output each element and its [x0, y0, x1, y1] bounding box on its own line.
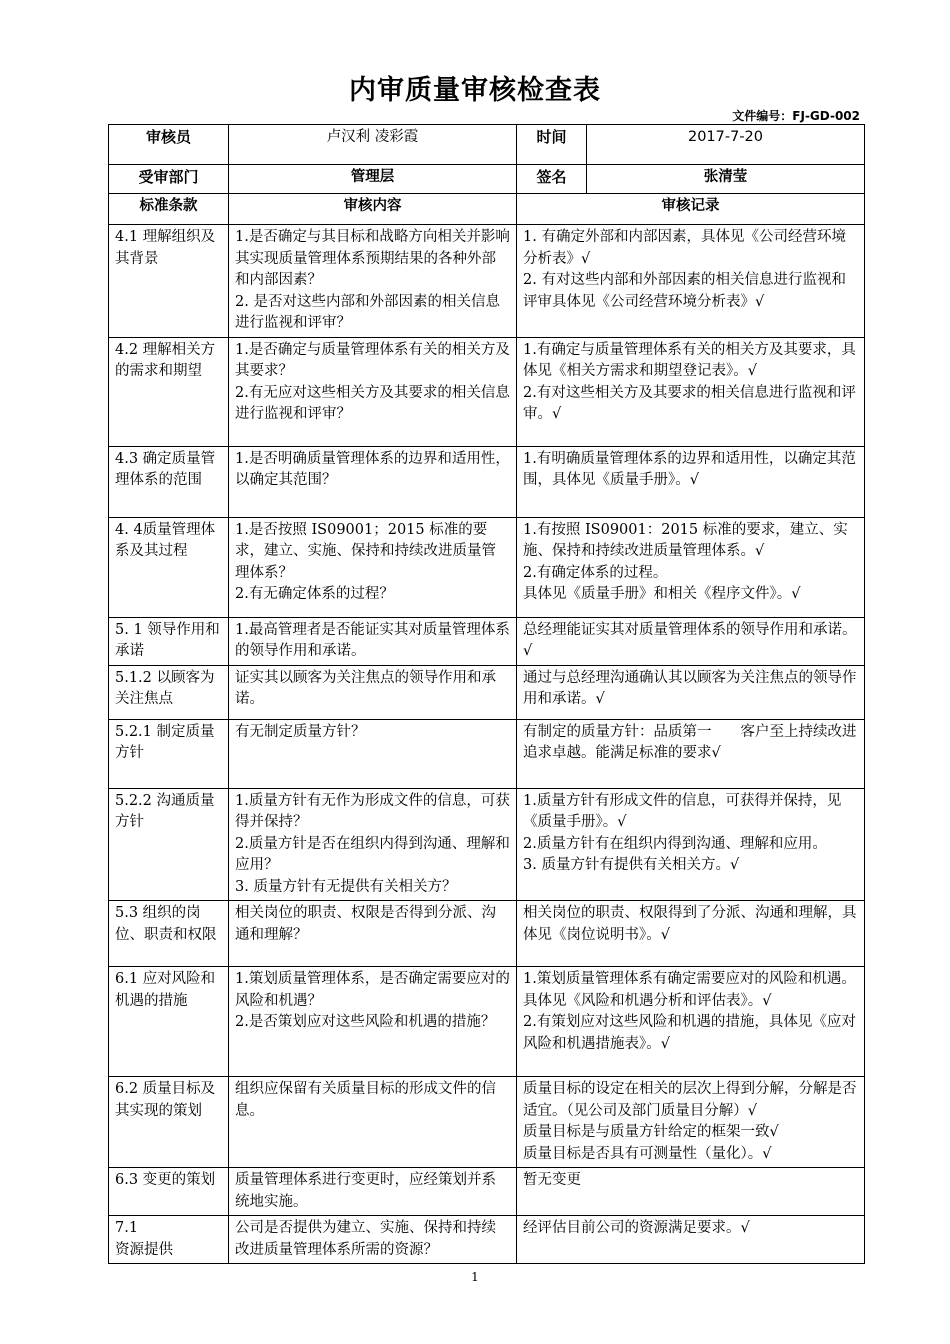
content-cell: [229, 337, 517, 446]
record-cell: [517, 337, 865, 446]
content-line: 3. 质量方针有无提供有关相关方？: [235, 878, 457, 895]
record-cell: [517, 446, 865, 517]
content-line: 相关岗位的职责、权限是否得到分派、沟通和理解？: [235, 905, 496, 943]
content-line: 组织应保留有关质量目标的形成文件的信息。: [235, 1081, 496, 1119]
content-line: 1.是否按照 IS09001；2015 标准的要求，建立、实施、保持和持续改进质量管理体系？: [235, 521, 496, 581]
clause-line: 4.1 理解组织及其背景: [115, 229, 216, 267]
header-row-department: [109, 165, 865, 194]
clause-line: 4.3 确定质量管理体系的范围: [115, 450, 216, 488]
content-line: 1.策划质量管理体系，是否确定需要应对的风险和机遇？: [235, 971, 510, 1009]
clause-line: 4. 4质量管理体系及其过程: [115, 521, 216, 559]
record-line: 通过与总经理沟通确认其以顾客为关注焦点的领导作用和承诺。√: [523, 669, 857, 707]
clause-line: 5. 1 领导作用和承诺: [115, 621, 220, 659]
content-cell: [229, 901, 517, 967]
clause-cell: [109, 337, 229, 446]
content-cell: [229, 1077, 517, 1168]
record-line: 质量目标是与质量方针给定的框架一致√: [523, 1124, 779, 1140]
table-row: [109, 617, 865, 665]
table-row: [109, 967, 865, 1077]
header-row-auditor: [109, 125, 865, 165]
content-line: 1.质量方针有无作为形成文件的信息，可获得并保持？: [235, 792, 510, 830]
time-label: 时间: [517, 125, 587, 165]
record-cell: [517, 1168, 865, 1216]
auditor-value: 卢汉利 凌彩霞: [229, 125, 517, 165]
record-line: 1. 有确定外部和内部因素，具体见《公司经营环境分析表》√: [523, 229, 846, 267]
record-line: 1.有按照 IS09001：2015 标准的要求，建立、实施、保持和持续改进质量管理体系。√: [523, 521, 848, 559]
audit-checklist-table: [108, 124, 871, 1264]
record-line: 1.策划质量管理体系有确定需要应对的风险和机遇。具体见《风险和机遇分析和评估表》。√: [523, 971, 856, 1009]
clause-cell: [109, 1168, 229, 1216]
clause-cell: [109, 788, 229, 901]
table-row: [109, 225, 865, 338]
record-line: 质量目标是否具有可测量性（量化）。√: [523, 1145, 772, 1162]
column-header-content: 审核内容: [229, 194, 517, 225]
clause-line: 5.3 组织的岗位、职责和权限: [115, 905, 217, 943]
signature-label: 签名: [517, 165, 587, 194]
record-cell: [517, 967, 865, 1077]
clause-line: 5.2.1 制定质量方针: [115, 723, 215, 761]
content-cell: [229, 1216, 517, 1264]
table-row: [109, 788, 865, 901]
page-title: 内审质量审核检查表: [349, 75, 601, 106]
record-line: 2.有确定体系的过程。: [523, 564, 668, 581]
table-row: [109, 337, 865, 446]
record-line: 暂无变更: [523, 1172, 581, 1188]
record-line: 2. 有对这些内部和外部因素的相关信息进行监视和评审具体见《公司经营环境分析表》√: [523, 272, 846, 310]
record-line: 有制定的质量方针：品质第一 客户至上持续改进 追求卓越。能满足标准的要求√: [523, 723, 871, 761]
clause-cell: [109, 517, 229, 617]
record-cell: [517, 665, 865, 719]
content-line: 1.是否明确质量管理体系的边界和适用性，以确定其范围？: [235, 450, 510, 488]
record-cell: [517, 1216, 865, 1264]
clause-line: 资源提供: [115, 1241, 173, 1258]
department-value: 管理层: [229, 165, 517, 194]
record-line: 1.有明确质量管理体系的边界和适用性，以确定其范围，具体见《质量手册》。√: [523, 450, 856, 488]
table-row: [109, 517, 865, 617]
content-cell: [229, 967, 517, 1077]
content-line: 2.质量方针是否在组织内得到沟通、理解和应用？: [235, 835, 510, 873]
clause-cell: [109, 225, 229, 338]
record-line: 具体见《质量手册》和相关《程序文件》。√: [523, 586, 801, 602]
clause-line: 4.2 理解相关方的需求和期望: [115, 341, 216, 379]
table-row: [109, 1216, 865, 1264]
record-line: 1.质量方针有形成文件的信息，可获得并保持，见《质量手册》。√: [523, 792, 842, 830]
content-line: 2.是否策划应对这些风险和机遇的措施？: [235, 1014, 496, 1030]
signature-value: 张清莹: [587, 165, 865, 194]
record-cell: [517, 901, 865, 967]
record-line: 经评估目前公司的资源满足要求。√: [523, 1220, 750, 1236]
content-line: 有无制定质量方针？: [235, 723, 366, 740]
clause-cell: [109, 901, 229, 967]
clause-cell: [109, 1216, 229, 1264]
content-line: 2.有无应对这些相关方及其要求的相关信息进行监视和评审？: [235, 384, 510, 422]
clause-line: 5.2.2 沟通质量方针: [115, 792, 215, 830]
clause-line: 6.3 变更的策划: [115, 1172, 216, 1188]
column-header-row: [109, 194, 865, 225]
table-row: [109, 901, 865, 967]
content-line: 1.是否确定与质量管理体系有关的相关方及其要求？: [235, 341, 510, 379]
clause-cell: [109, 719, 229, 788]
column-header-record: 审核记录: [517, 194, 865, 225]
clause-line: 5.1.2 以顾客为关注焦点: [115, 669, 215, 707]
clause-cell: [109, 446, 229, 517]
record-line: 2.质量方针有在组织内得到沟通、理解和应用。: [523, 835, 827, 852]
clause-line: 7.1: [115, 1220, 139, 1236]
content-cell: [229, 665, 517, 719]
content-cell: [229, 225, 517, 338]
table-row: [109, 665, 865, 719]
content-cell: [229, 788, 517, 901]
content-line: 公司是否提供为建立、实施、保持和持续改进质量管理体系所需的资源？: [235, 1220, 496, 1258]
table-row: [109, 446, 865, 517]
clause-cell: [109, 967, 229, 1077]
record-line: 相关岗位的职责、权限得到了分派、沟通和理解，具体见《岗位说明书》。√: [523, 905, 857, 943]
content-cell: [229, 1168, 517, 1216]
content-line: 1.最高管理者是否能证实其对质量管理体系的领导作用和承诺。: [235, 621, 510, 659]
record-cell: [517, 225, 865, 338]
record-line: 2.有策划应对这些风险和机遇的措施，具体见《应对风险和机遇措施表》。√: [523, 1014, 856, 1052]
page-number: 1: [471, 1270, 479, 1284]
content-cell: [229, 446, 517, 517]
content-line: 2.有无确定体系的过程？: [235, 586, 394, 602]
record-cell: [517, 1077, 865, 1168]
clause-cell: [109, 1077, 229, 1168]
record-line: 3. 质量方针有提供有关相关方。√: [523, 857, 740, 873]
table-row: [109, 1168, 865, 1216]
clause-line: 6.2 质量目标及其实现的策划: [115, 1081, 216, 1119]
table-row: [109, 719, 865, 788]
content-line: 质量管理体系进行变更时，应经策划并系统地实施。: [235, 1172, 496, 1210]
record-cell: [517, 517, 865, 617]
clause-cell: [109, 665, 229, 719]
document-number: 文件编号：FJ-GD-002: [732, 109, 860, 123]
clause-line: 6.1 应对风险和机遇的措施: [115, 971, 216, 1009]
content-line: 证实其以顾客为关注焦点的领导作用和承诺。: [235, 669, 496, 707]
time-value: 2017-7-20: [587, 125, 865, 165]
content-line: 2. 是否对这些内部和外部因素的相关信息进行监视和评审？: [235, 293, 500, 331]
content-cell: [229, 719, 517, 788]
record-line: 质量目标的设定在相关的层次上得到分解，分解是否适宜。（见公司及部门质量目分解）√: [523, 1081, 857, 1119]
content-line: 1.是否确定与其目标和战略方向相关并影响其实现质量管理体系预期结果的各种外部和内部因素？: [235, 229, 510, 288]
content-cell: [229, 517, 517, 617]
record-cell: [517, 719, 871, 788]
record-line: 总经理能证实其对质量管理体系的领导作用和承诺。√: [523, 621, 857, 659]
department-label: 受审部门: [109, 165, 229, 194]
auditor-label: 审核员: [109, 125, 229, 165]
record-cell: [517, 617, 865, 665]
column-header-clause: 标准条款: [109, 194, 229, 225]
table-row: [109, 1077, 865, 1168]
clause-cell: [109, 617, 229, 665]
record-cell: [517, 788, 865, 901]
record-line: 1.有确定与质量管理体系有关的相关方及其要求，具体见《相关方需求和期望登记表》。√: [523, 341, 856, 379]
content-cell: [229, 617, 517, 665]
record-line: 2.有对这些相关方及其要求的相关信息进行监视和评审。√: [523, 384, 856, 422]
